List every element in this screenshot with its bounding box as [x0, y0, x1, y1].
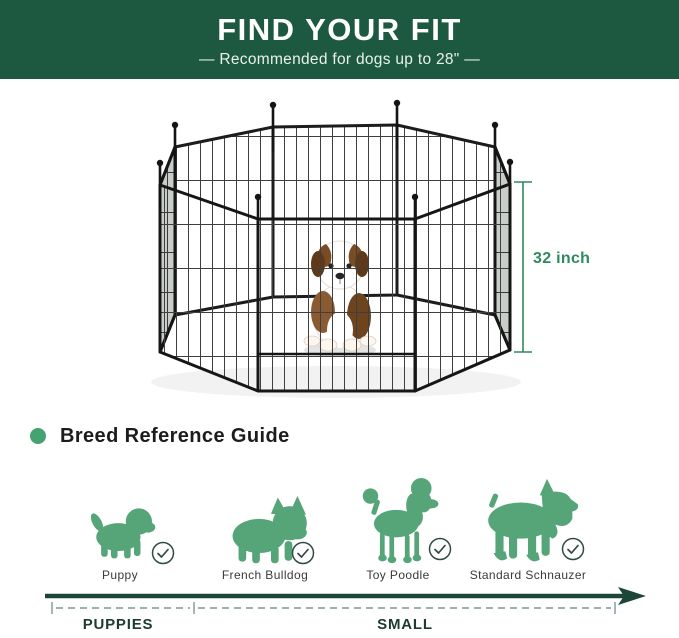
breed-item-standard-schnauzer [453, 478, 603, 593]
check-icon [428, 537, 452, 561]
bullet-dot-icon [30, 428, 46, 444]
axis-label-small: SMALL [377, 616, 433, 633]
height-measurement [505, 174, 625, 364]
header-title: FIND YOUR FIT [217, 12, 462, 47]
breed-guide-heading: Breed Reference Guide [60, 424, 290, 447]
check-icon [291, 541, 315, 565]
measure-label: 32 inch [533, 250, 591, 267]
breed-label-toy-poodle: Toy Poodle [366, 568, 430, 582]
breed-label-puppy: Puppy [101, 568, 139, 582]
axis-label-puppies: PUPPIES [82, 616, 154, 633]
size-axis [0, 586, 679, 618]
puppy-icon [79, 501, 161, 565]
check-icon [151, 541, 175, 565]
measure-line [505, 174, 625, 364]
header-banner [0, 0, 679, 79]
breed-label-french-bulldog: French Bulldog [221, 568, 309, 582]
header-subtitle: — Recommended for dogs up to 28" — [198, 51, 481, 68]
breed-label-standard-schnauzer: Standard Schnauzer [469, 568, 587, 582]
axis-dashed-scale [52, 602, 615, 614]
check-icon [561, 537, 585, 561]
breed-guide-heading-row [30, 423, 290, 449]
breed-item-puppy [45, 478, 195, 593]
